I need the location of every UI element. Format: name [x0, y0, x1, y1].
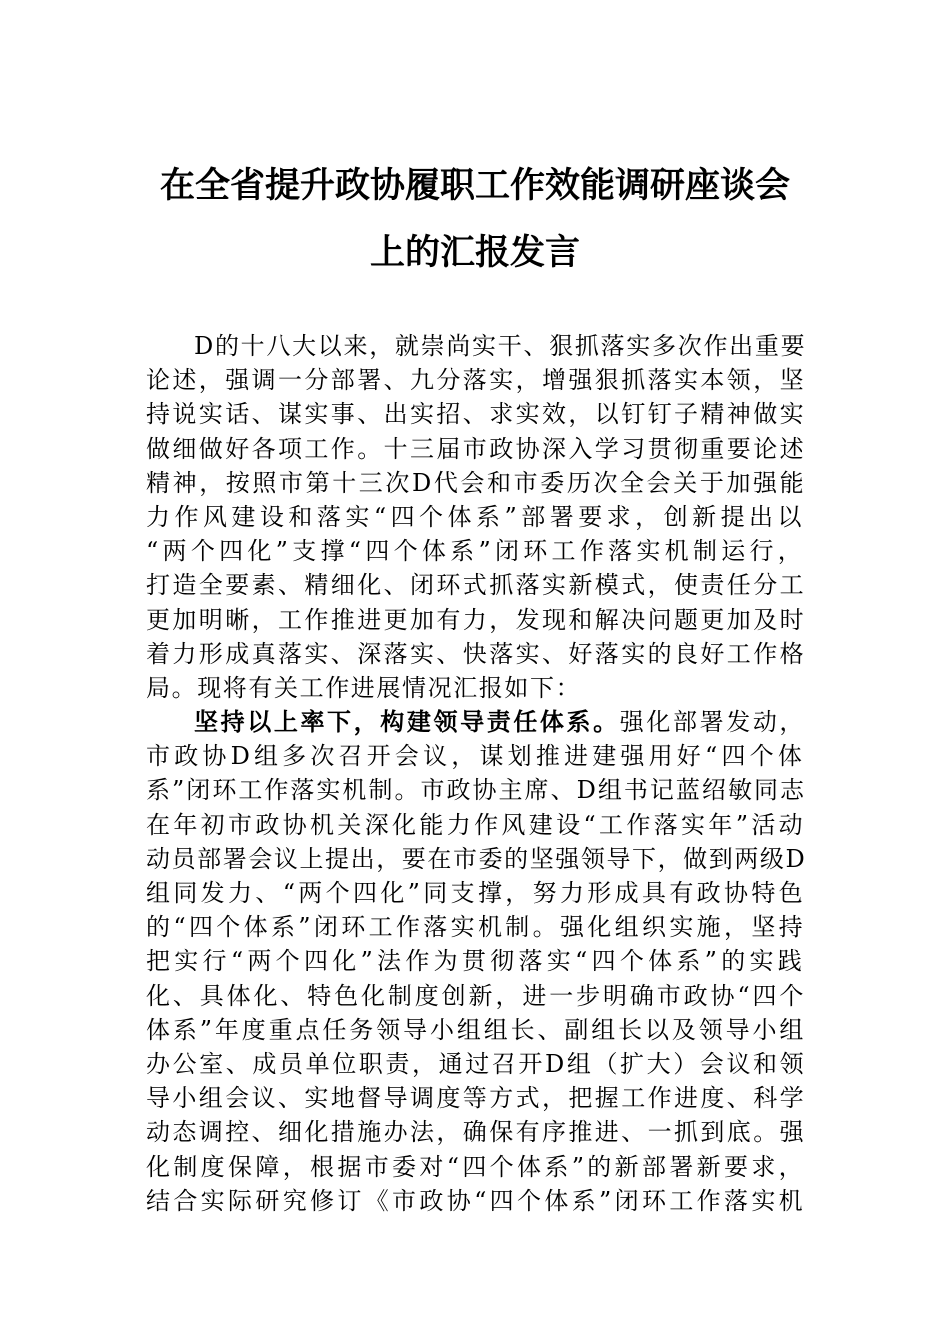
- text-line: 更加明晰，工作推进更加有力，发现和解决问题更加及时: [146, 605, 806, 634]
- text-line: 论述，强调一分部署、九分落实，增强狠抓落实本领，坚: [146, 366, 806, 395]
- text-line: 局。现将有关工作进展情况汇报如下：: [146, 673, 582, 702]
- text-line: 组同发力、“两个四化”同支撑，努力形成具有政协特色: [146, 879, 806, 907]
- text-line: 把实行“两个四化”法作为贯彻落实“四个体系”的实践: [146, 947, 806, 976]
- text-line: 化制度保障，根据市委对“四个体系”的新部署新要求，: [146, 1152, 806, 1181]
- text-line: D的十八大以来，就崇尚实干、狠抓落实多次作出重要: [194, 332, 806, 360]
- text-line: 打造全要素、精细化、闭环式抓落实新模式，使责任分工: [146, 571, 806, 600]
- paragraph-leadership: [146, 705, 806, 1218]
- text-line: 系”闭环工作落实机制。市政协主席、D组书记蓝绍敏同志: [146, 776, 806, 805]
- text-line: 着力形成真落实、深落实、快落实、好落实的良好工作格: [146, 639, 806, 668]
- section-heading: 坚持以上率下，构建领导责任体系。: [194, 707, 620, 737]
- text-line: 市政协D组多次召开会议，谋划推进建强用好“四个体: [146, 742, 806, 771]
- document-body: [146, 329, 806, 1218]
- document-title-line-1: 在全省提升政协履职工作效能调研座谈会: [159, 165, 790, 206]
- text-line: 坚持以上率下，构建领导责任体系。强化部署发动，: [194, 707, 806, 737]
- text-line: 精神，按照市第十三次D代会和市委历次全会关于加强能: [146, 468, 806, 497]
- paragraph-intro: [146, 329, 806, 705]
- text-line: 结合实际研究修订《市政协“四个体系”闭环工作落实机: [146, 1186, 806, 1215]
- text-line: 力作风建设和落实“四个体系”部署要求，创新提出以: [146, 502, 806, 531]
- text-line: 的“四个体系”闭环工作落实机制。强化组织实施，坚持: [146, 913, 806, 942]
- text-line: 导小组会议、实地督导调度等方式，把握工作进度、科学: [146, 1084, 806, 1113]
- text-line: 持说实话、谋实事、出实招、求实效，以钉钉子精神做实: [146, 400, 806, 429]
- text-line: 体系”年度重点任务领导小组组长、副组长以及领导小组: [146, 1015, 806, 1044]
- text-line: 动员部署会议上提出，要在市委的坚强领导下，做到两级D: [146, 844, 806, 873]
- document-title-line-2: 上的汇报发言: [369, 232, 580, 273]
- text-line: 动态调控、细化措施办法，确保有序推进、一抓到底。强: [146, 1118, 806, 1147]
- text-line: “两个四化”支撑“四个体系”闭环工作落实机制运行，: [146, 537, 806, 566]
- text-line: 办公室、成员单位职责，通过召开D组（扩大）会议和领: [146, 1049, 806, 1078]
- text-line: 化、具体化、特色化制度创新，进一步明确市政协“四个: [146, 981, 806, 1010]
- text-line: 做细做好各项工作。十三届市政协深入学习贯彻重要论述: [146, 434, 806, 463]
- text-line: 在年初市政协机关深化能力作风建设“工作落实年”活动: [146, 810, 806, 839]
